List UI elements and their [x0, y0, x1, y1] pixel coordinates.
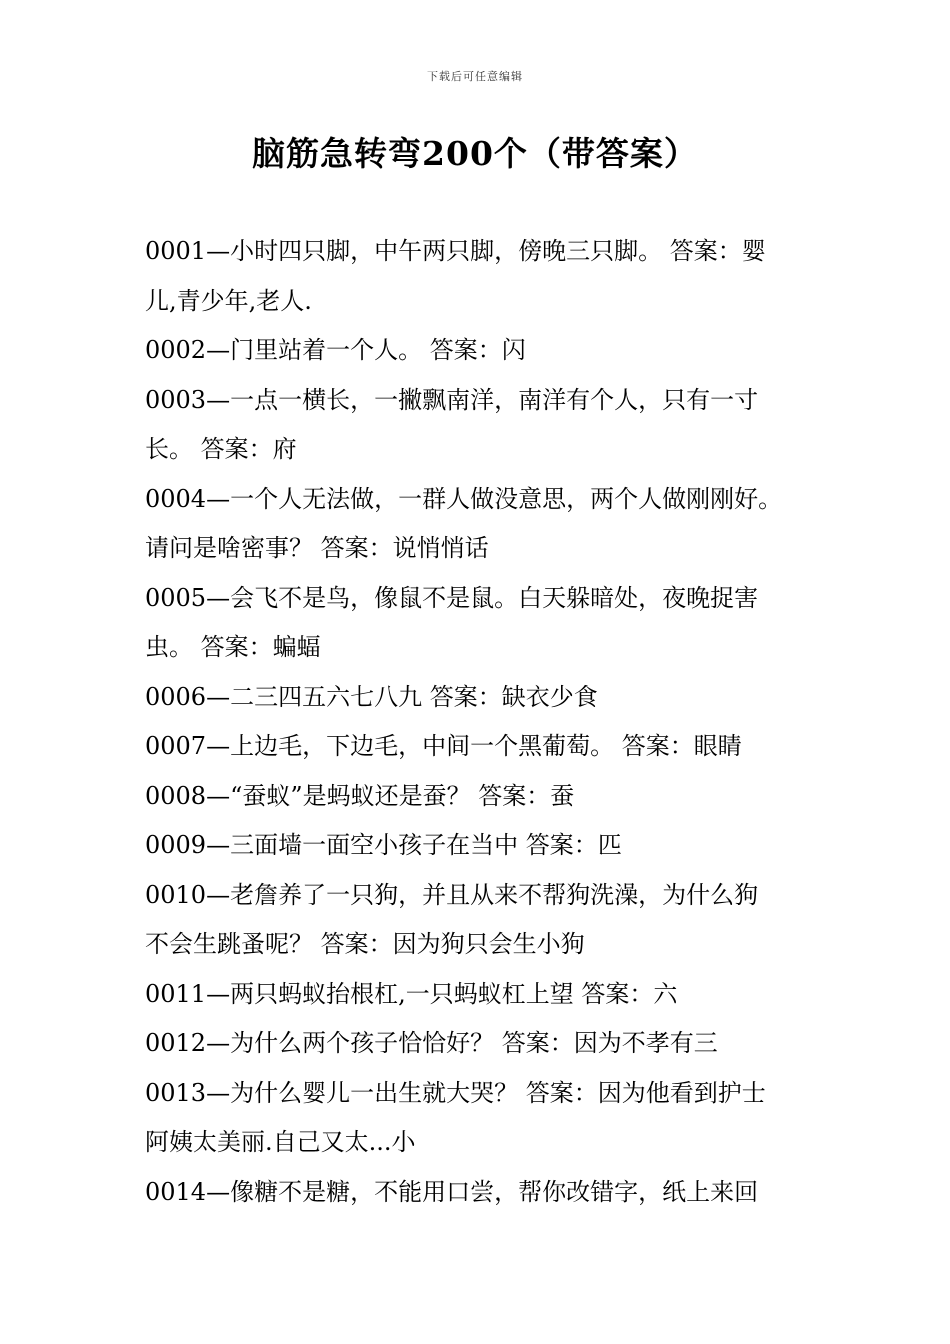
text-line: 0008—“蚕蚁”是蚂蚁还是蚕？ 答案：蚕 [145, 781, 575, 810]
text-line: 0005—会飞不是鸟，像鼠不是鼠。白天躲暗处，夜晚捉害 [145, 583, 759, 612]
text-line: 0012—为什么两个孩子恰恰好？ 答案：因为不孝有三 [145, 1029, 718, 1057]
text-line: 0001—小时四只脚，中午两只脚，傍晚三只脚。 答案：婴 [145, 237, 766, 265]
text-line: 0007—上边毛，下边毛，中间一个黑葡萄。 答案：眼睛 [145, 732, 742, 760]
text-line: 0002—门里站着一个人。 答案：闪 [145, 336, 526, 364]
text-line: 0010—老詹养了一只狗，并且从来不帮狗洗澡，为什么狗 [145, 880, 759, 909]
document-title: 脑筋急转弯200个（带答案） [252, 134, 698, 173]
text-line: 不会生跳蚤呢？ 答案：因为狗只会生小狗 [145, 930, 585, 958]
text-line: 请问是啥密事？ 答案：说悄悄话 [145, 534, 489, 562]
header-note: 下载后可任意编辑 [427, 70, 523, 83]
text-line: 0011—两只蚂蚁抬根杠,一只蚂蚁杠上望 答案：六 [145, 979, 678, 1008]
text-line: 阿姨太美丽.自己又太...小 [145, 1128, 416, 1156]
text-line: 0003—一点一横长，一撇飘南洋，南洋有个人，只有一寸 [145, 385, 759, 414]
text-line: 0004—一个人无法做，一群人做没意思，两个人做刚刚好。 [145, 484, 783, 513]
text-line: 长。 答案：府 [145, 435, 297, 463]
text-line: 0014—像糖不是糖，不能用口尝，帮你改错字，纸上来回 [145, 1177, 759, 1206]
text-line: 0013—为什么婴儿一出生就大哭？ 答案：因为他看到护士 [145, 1078, 766, 1107]
text-line: 0009—三面墙一面空小孩子在当中 答案：匹 [145, 831, 622, 859]
riddle-list [145, 227, 805, 1217]
text-line: 0006—二三四五六七八九 答案：缺衣少食 [145, 682, 598, 711]
text-line: 儿,青少年,老人. [145, 286, 312, 315]
text-line: 虫。 答案：蝙蝠 [145, 633, 321, 661]
